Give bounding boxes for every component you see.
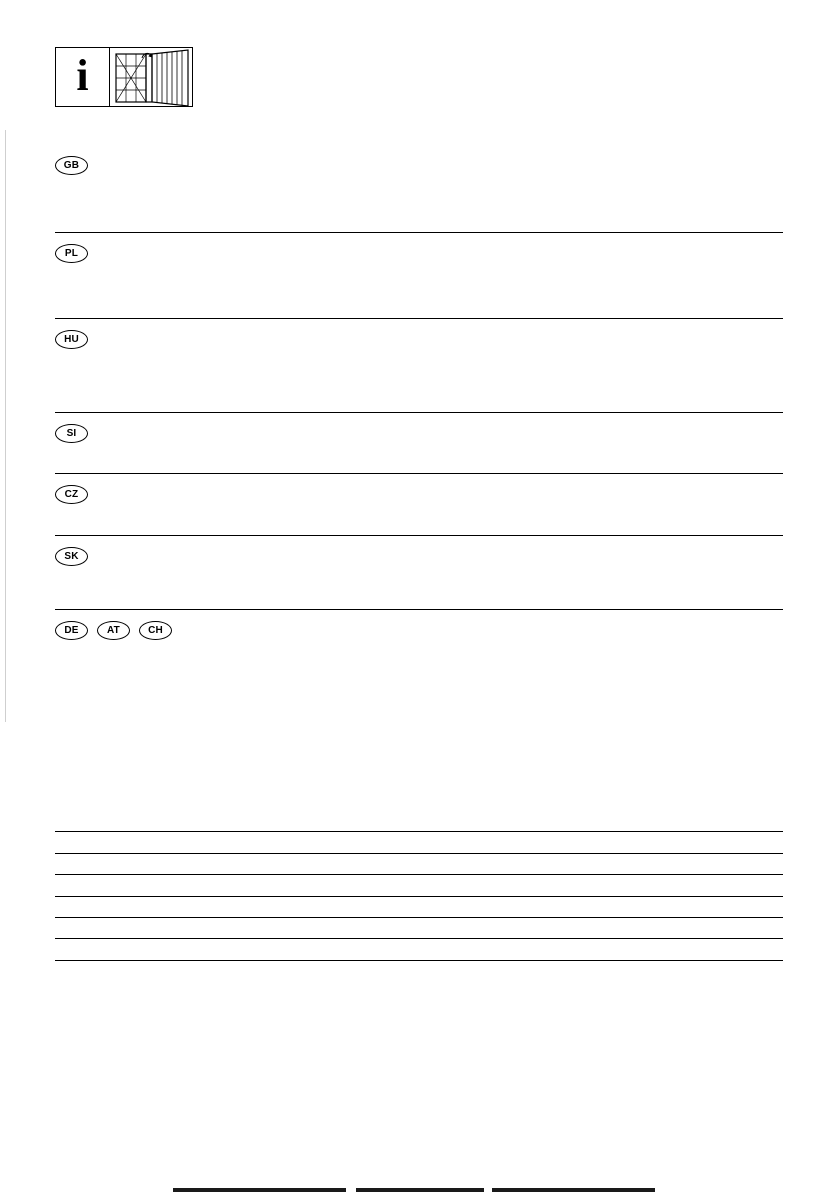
language-section-hu bbox=[55, 318, 783, 377]
badge-hu: HU bbox=[55, 330, 88, 349]
badge-ch: CH bbox=[139, 621, 172, 640]
badge-gb: GB bbox=[55, 156, 88, 175]
badge-si: SI bbox=[55, 424, 88, 443]
language-text-sk bbox=[55, 566, 783, 594]
strip-segment-black-1 bbox=[173, 1188, 346, 1192]
fold-out-page-icon bbox=[110, 47, 193, 107]
strip-segment-white-left bbox=[0, 1188, 173, 1192]
language-section-si bbox=[55, 412, 783, 471]
language-section-gb bbox=[55, 145, 783, 203]
info-icon bbox=[55, 47, 110, 107]
language-section-de-at-ch bbox=[55, 609, 783, 668]
info-icon-glyph: i bbox=[76, 51, 89, 100]
language-text-hu bbox=[55, 349, 783, 377]
header-icon-group bbox=[55, 47, 193, 107]
table-row bbox=[55, 874, 783, 896]
table-bottom-rule bbox=[55, 960, 783, 961]
bottom-rule-table bbox=[55, 831, 783, 961]
language-badges-si bbox=[55, 413, 783, 443]
badge-pl: PL bbox=[55, 244, 88, 263]
strip-segment-black-2 bbox=[356, 1188, 484, 1192]
table-row bbox=[55, 853, 783, 874]
language-badges-sk bbox=[55, 536, 783, 566]
language-text-si bbox=[55, 443, 783, 471]
strip-segment-black-3 bbox=[492, 1188, 655, 1192]
strip-segment-white-mid-2 bbox=[484, 1188, 492, 1192]
language-badges-gb bbox=[55, 145, 783, 175]
table-row bbox=[55, 917, 783, 938]
page-edge-marker bbox=[0, 130, 6, 722]
fold-out-page-diagram bbox=[110, 48, 193, 107]
language-text-pl bbox=[55, 263, 783, 291]
table-row bbox=[55, 938, 783, 960]
badge-cz: CZ bbox=[55, 485, 88, 504]
strip-segment-white-right bbox=[655, 1188, 840, 1192]
language-text-cz bbox=[55, 504, 783, 532]
language-text-de-at-ch bbox=[55, 640, 783, 668]
language-badges-hu bbox=[55, 319, 783, 349]
table-row bbox=[55, 831, 783, 853]
language-section-cz bbox=[55, 473, 783, 532]
language-badges-cz bbox=[55, 474, 783, 504]
table-row bbox=[55, 896, 783, 917]
badge-de: DE bbox=[55, 621, 88, 640]
strip-segment-white-mid bbox=[346, 1188, 356, 1192]
language-section-sk bbox=[55, 535, 783, 594]
badge-sk: SK bbox=[55, 547, 88, 566]
language-text-gb bbox=[55, 175, 783, 203]
language-section-pl bbox=[55, 232, 783, 291]
badge-at: AT bbox=[97, 621, 130, 640]
language-badges-de-at-ch bbox=[55, 610, 783, 640]
language-badges-pl bbox=[55, 233, 783, 263]
bottom-colour-strip bbox=[0, 1188, 840, 1192]
